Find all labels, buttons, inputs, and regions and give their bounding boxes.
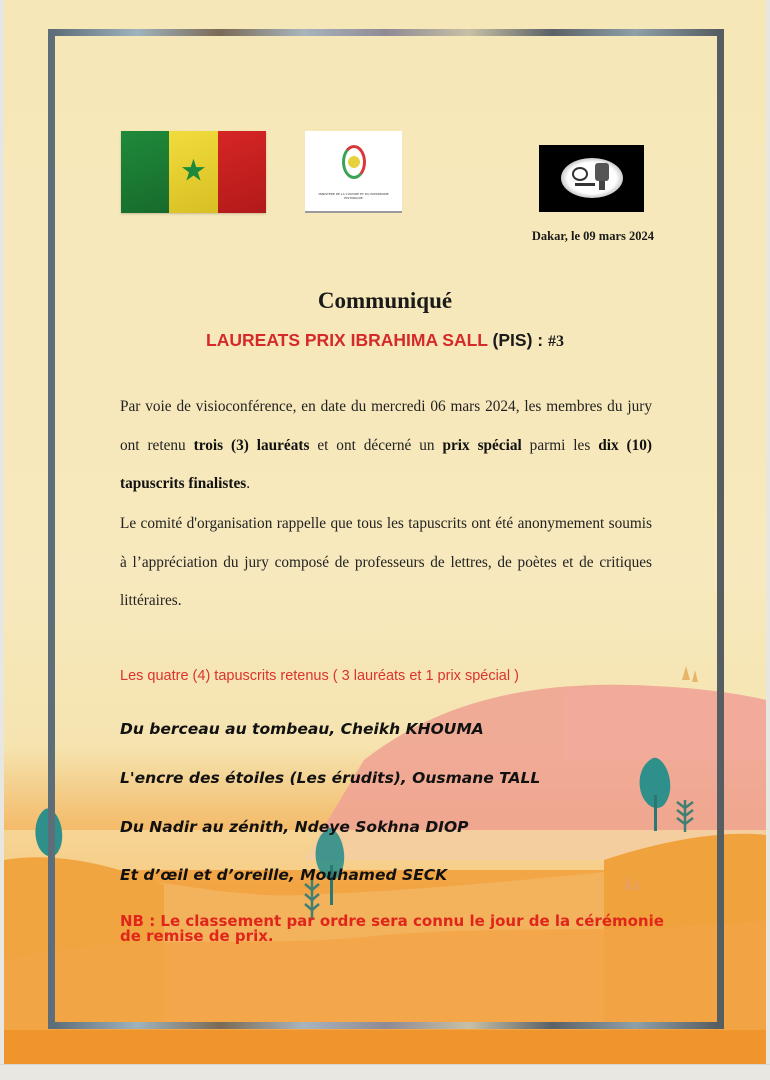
- star-icon: ★: [180, 153, 207, 189]
- subtitle-number: #3: [547, 333, 564, 350]
- bold-text: trois (3) lauréats: [193, 436, 310, 454]
- subtitle: [0, 330, 770, 351]
- laureate-entry: Du Nadir au zénith, Ndeye Sokhna DIOP: [120, 818, 469, 836]
- text: .: [246, 475, 251, 492]
- laureate-entry: Et d’œil et d’oreille, Mouhamed SECK: [120, 866, 448, 884]
- document-date: Dakar, le 09 mars 2024: [531, 229, 654, 243]
- ministry-logo: [305, 131, 402, 213]
- disc-icon: [572, 167, 588, 181]
- text: et ont décerné un: [309, 436, 443, 454]
- paragraph-committee: Le comité d'organisation rappelle que tous les tapuscrits ont été anonymement soumis à l’appréciation du jury composé de professeurs de lettres, de poètes et de critiques littéraires.: [120, 515, 652, 609]
- laureate-entry: L'encre des étoiles (Les érudits), Ousmane TALL: [120, 769, 541, 787]
- laureate-entry: Du berceau au tombeau, Cheikh KHOUMA: [120, 720, 484, 738]
- retained-heading: Les quatre (4) tapuscrits retenus ( 3 lauréats et 1 prix spécial ): [120, 668, 519, 684]
- text: Par voie de visioconférence, en date du mercredi 06 mars 2024, les membres du jury ont retenu: [120, 398, 652, 454]
- bold-text: prix spécial: [442, 436, 522, 454]
- radio-logo: [539, 145, 644, 212]
- text: parmi les: [521, 436, 599, 454]
- bold-text: dix (10) tapuscrits finalistes: [120, 436, 653, 492]
- subtitle-acronym: (PIS) :: [487, 330, 548, 350]
- subtitle-prize-name: LAUREATS PRIX IBRAHIMA SALL: [206, 330, 488, 350]
- ministry-emblem-icon: [342, 145, 366, 179]
- senegal-flag-icon: [121, 131, 266, 213]
- bottom-margin: [0, 1064, 770, 1080]
- paragraph-announcement: [120, 388, 652, 504]
- ministry-caption: MINISTERE DE LA CULTURE ET DU PATRIMOINE HISTORIQUE: [318, 192, 389, 200]
- page-title: Communiqué: [317, 288, 453, 313]
- microphone-icon: [595, 163, 609, 181]
- note: NB : Le classement par ordre sera connu le jour de la cérémonie de remise de prix.: [120, 912, 664, 945]
